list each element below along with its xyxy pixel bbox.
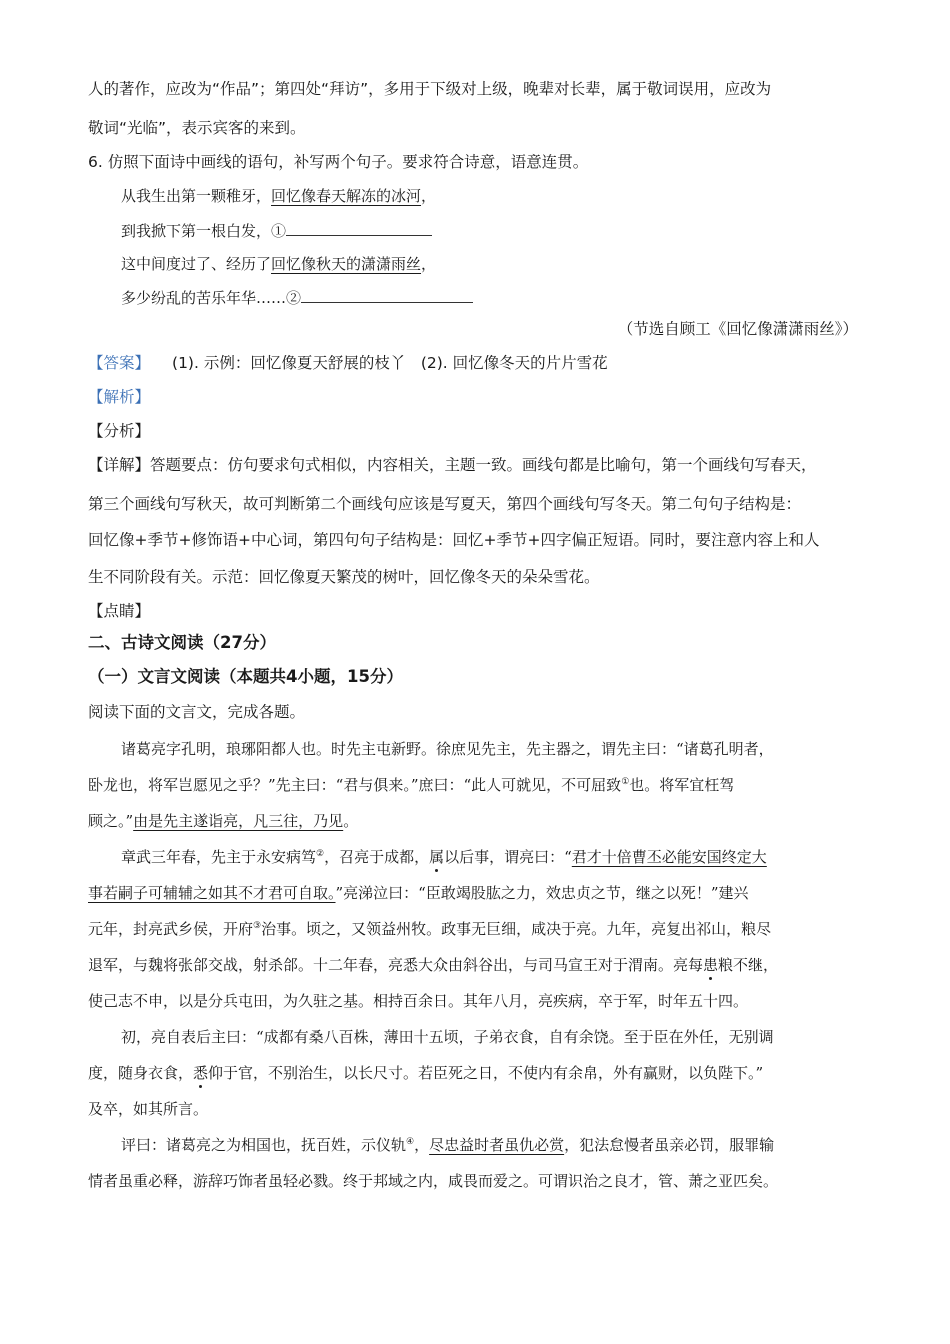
prev-answer-line-1: 人的著作，应改为“作品”；第四处“拜访”，多用于下级对上级，晚辈对长辈，属于敬词误用，应改为 <box>88 80 772 98</box>
answer-tag: 【答案】 <box>88 354 151 372</box>
underlined-phrase: 回忆像秋天的潇潇雨丝 <box>271 255 422 273</box>
underlined-sentence: 由是先主遂诣亮，凡三往，乃见 <box>133 812 344 830</box>
detail-line-3: 回忆像+季节+修饰语+中心词，第四句句子结构是：回忆+季节+四字偏正短语。同时，要注意内容上和人 <box>88 531 820 549</box>
text-p2-line-3: 元年，封亮武乡侯，开府③治事。顷之，又领益州牧。政事无巨细，咸决于亮。九年，亮复出祁山，粮尽 <box>88 920 772 938</box>
footnote-4: ④ <box>406 1137 415 1147</box>
text-p2-line-2: 事若嗣子可辅辅之如其不才君可自取。”亮涕泣曰：“臣敢竭股肱之力，效忠贞之节，继之以死！”建兴 <box>88 884 749 902</box>
prev-answer-line-2: 敬词“光临”，表示宾客的来到。 <box>88 119 306 137</box>
underlined-sentence: 君才十倍曹丕必能安国终定大 <box>571 848 767 866</box>
jiexi-tag: 【解析】 <box>88 388 151 406</box>
answer-blank-1 <box>286 219 432 236</box>
text-p3-line-2: 度，随身衣食，悉仰于官，不别治生，以长尺寸。若臣死之日，不使内有余帛，外有赢财，以负陛下。” <box>88 1064 764 1082</box>
text-p3-line-1: 初，亮自表后主曰：“成都有桑八百株，薄田十五顷，子弟衣食，自有余饶。至于臣在外任，无别调 <box>121 1028 774 1046</box>
answer-row <box>88 352 608 374</box>
footnote-3: ③ <box>253 921 262 931</box>
blank-marker-1: ① <box>271 222 287 240</box>
text-p4-line-2: 情者虽重必释，游辞巧饰者虽轻必戮。终于邦域之内，咸畏而爱之。可谓识治之良才，管、萧之亚匹矣。 <box>88 1172 779 1190</box>
dotted-char: 患 <box>703 956 719 974</box>
text-p3-line-3: 及卒，如其所言。 <box>88 1100 209 1118</box>
poem-source: （节选自顾工《回忆像潇潇雨丝》） <box>617 320 858 338</box>
text-p2-line-5: 使己志不申，以是分兵屯田，为久驻之基。相持百余日。其年八月，亮疾病，卒于军，时年五十四。 <box>88 992 749 1010</box>
blank-marker-2: ② <box>286 289 302 307</box>
poem-line-4: 多少纷乱的苦乐年华……② <box>121 286 473 309</box>
dianjing-tag: 【点睛】 <box>88 602 151 620</box>
question-6-prompt: 6. 仿照下面诗中画线的语句，补写两个句子。要求符合诗意，语意连贯。 <box>88 153 589 171</box>
section-2-subtitle: （一）文言文阅读（本题共4小题，15分） <box>88 667 403 686</box>
detail-line-1: 【详解】答题要点：仿句要求句式相似，内容相关，主题一致。画线句都是比喻句，第一个画线句写春天， <box>88 456 817 474</box>
detail-line-4: 生不同阶段有关。示范：回忆像夏天繁茂的树叶，回忆像冬天的朵朵雪花。 <box>88 568 600 586</box>
text-p2-line-1: 章武三年春，先主于永安病笃②，召亮于成都，属以后事，谓亮曰：“君才十倍曹丕必能安国终定大 <box>121 848 767 866</box>
poem-line-1: 从我生出第一颗稚牙，回忆像春天解冻的冰河， <box>121 187 437 205</box>
text-p1-line-2: 卧龙也，将军岂愿见之乎？”先主曰：“君与俱来。”庶曰：“此人可就见，不可屈致①也。将军宜枉驾 <box>88 776 735 794</box>
answer-text: (1). 示例：回忆像夏天舒展的枝丫 (2). 回忆像冬天的片片雪花 <box>172 354 608 372</box>
answer-blank-2 <box>301 286 473 303</box>
section-2-intro: 阅读下面的文言文，完成各题。 <box>88 703 306 721</box>
dotted-char: 悉 <box>193 1064 209 1082</box>
text-p2-line-4: 退军，与魏将张郃交战，射杀郃。十二年春，亮悉大众由斜谷出，与司马宣王对于渭南。亮每患粮不继， <box>88 956 779 974</box>
detail-line-2: 第三个画线句写秋天，故可判断第二个画线句应该是写夏天，第四个画线句写冬天。第二句句子结构是： <box>88 495 802 513</box>
footnote-2: ② <box>316 849 325 859</box>
fenxi-tag: 【分析】 <box>88 422 151 440</box>
text-p1-line-1: 诸葛亮字孔明，琅琊阳都人也。时先主屯新野。徐庶见先主，先主器之，谓先主曰：“诸葛孔明者， <box>121 740 774 758</box>
underlined-sentence: 事若嗣子可辅辅之如其不才君可自取。 <box>88 884 336 902</box>
underlined-sentence: 尽忠益时者虽仇必赏 <box>429 1136 565 1154</box>
text-p1-line-3: 顾之。”由是先主遂诣亮，凡三往，乃见。 <box>88 812 359 830</box>
underlined-phrase: 回忆像春天解冻的冰河 <box>271 187 422 205</box>
section-2-title: 二、古诗文阅读（27分） <box>88 633 276 652</box>
footnote-1: ① <box>621 777 630 787</box>
dotted-char: 属 <box>429 848 445 866</box>
poem-line-3: 这中间度过了、经历了回忆像秋天的潇潇雨丝， <box>121 255 437 273</box>
text-p4-line-1: 评曰：诸葛亮之为相国也，抚百姓，示仪轨④，尽忠益时者虽仇必赏，犯法怠慢者虽亲必罚，服罪输 <box>121 1136 775 1154</box>
poem-line-2: 到我掀下第一根白发，① <box>121 219 432 242</box>
